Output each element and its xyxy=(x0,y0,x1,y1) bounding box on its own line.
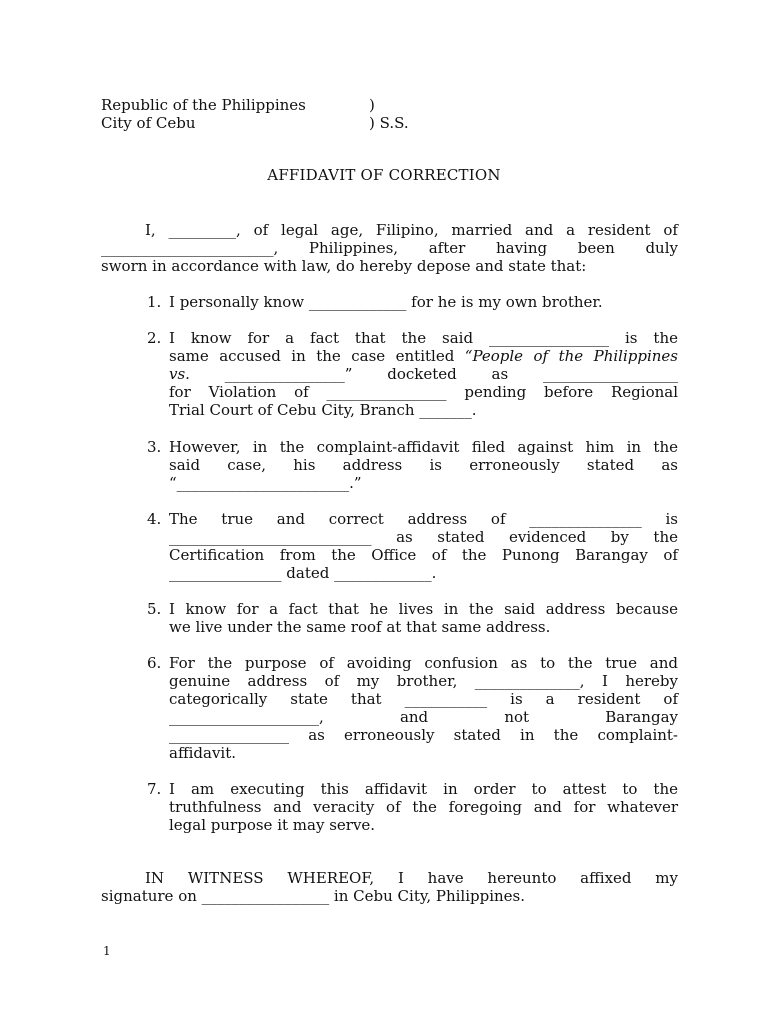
item-line: affidavit. xyxy=(169,744,237,762)
item-number: 3. xyxy=(147,438,162,456)
item-line: Certification from the Office of the Punong Barangay of xyxy=(169,546,678,564)
page-number: 1 xyxy=(103,944,111,958)
list-item xyxy=(169,293,678,311)
item-line: for Violation of ________________ pending before Regional xyxy=(169,383,678,401)
item-number: 5. xyxy=(147,600,162,618)
item-line: truthfulness and veracity of the foregoing and for whatever xyxy=(169,798,678,816)
intro-line: sworn in accordance with law, do hereby depose and state that: xyxy=(101,257,587,275)
witness-line: IN WITNESS WHEREOF, I have hereunto affixed my xyxy=(145,869,678,887)
venue-republic: Republic of the Philippines xyxy=(101,96,306,114)
venue-block xyxy=(101,96,441,132)
intro-line: I, _________, of legal age, Filipino, married and a resident of xyxy=(145,221,678,239)
intro-line: _______________________, Philippines, after having been duly xyxy=(101,239,678,257)
item-number: 7. xyxy=(147,780,162,798)
item-line: ___________________________ as stated evidenced by the xyxy=(169,528,678,546)
item-number: 4. xyxy=(147,510,162,528)
item-line: said case, his address is erroneously stated as xyxy=(169,456,678,474)
item-line: categorically state that ___________ is a resident of xyxy=(169,690,678,708)
list-item xyxy=(169,654,678,762)
list-item xyxy=(169,600,678,636)
venue-paren-1: ) xyxy=(369,96,375,114)
item-line: The true and correct address of _______________ is xyxy=(169,510,678,528)
item-line: ____________________, and not Barangay xyxy=(169,708,678,726)
venue-city: City of Cebu xyxy=(101,114,196,132)
witness-paragraph xyxy=(101,869,678,905)
item-line: _______________ dated _____________. xyxy=(169,564,437,582)
list-item xyxy=(169,510,678,582)
item-line: I know for a fact that he lives in the said address because xyxy=(169,600,678,618)
item-line: However, in the complaint-affidavit filed against him in the xyxy=(169,438,678,456)
item-line: For the purpose of avoiding confusion as to the true and xyxy=(169,654,678,672)
intro-paragraph xyxy=(101,221,678,275)
document-title: AFFIDAVIT OF CORRECTION xyxy=(267,166,501,184)
item-line: ________________ as erroneously stated in the complaint- xyxy=(169,726,678,744)
item-line: Trial Court of Cebu City, Branch _______. xyxy=(169,401,477,419)
case-vs-italic: vs. xyxy=(169,365,190,383)
case-title-italic: “People of the Philippines xyxy=(464,347,679,365)
list-item xyxy=(169,780,678,834)
item-number: 6. xyxy=(147,654,162,672)
item-line: I am executing this affidavit in order to attest to the xyxy=(169,780,678,798)
venue-ss: ) S.S. xyxy=(369,114,409,132)
item-line: I personally know _____________ for he is my own brother. xyxy=(169,293,603,311)
item-line: “_______________________.” xyxy=(169,474,362,492)
item-number: 1. xyxy=(147,293,162,311)
item-line: same accused in the case entitled “People of the Philippines xyxy=(169,347,679,365)
item-line: we live under the same roof at that same address. xyxy=(169,618,551,636)
witness-line: signature on _________________ in Cebu City, Philippines. xyxy=(101,887,526,905)
list-item xyxy=(169,329,678,419)
item-number: 2. xyxy=(147,329,162,347)
item-line: legal purpose it may serve. xyxy=(169,816,376,834)
list-item xyxy=(169,438,678,492)
item-line: vs. ________________” docketed as __________________ xyxy=(169,365,678,383)
item-line: genuine address of my brother, ______________, I hereby xyxy=(169,672,678,690)
item-line: I know for a fact that the said ________________ is the xyxy=(169,329,678,347)
